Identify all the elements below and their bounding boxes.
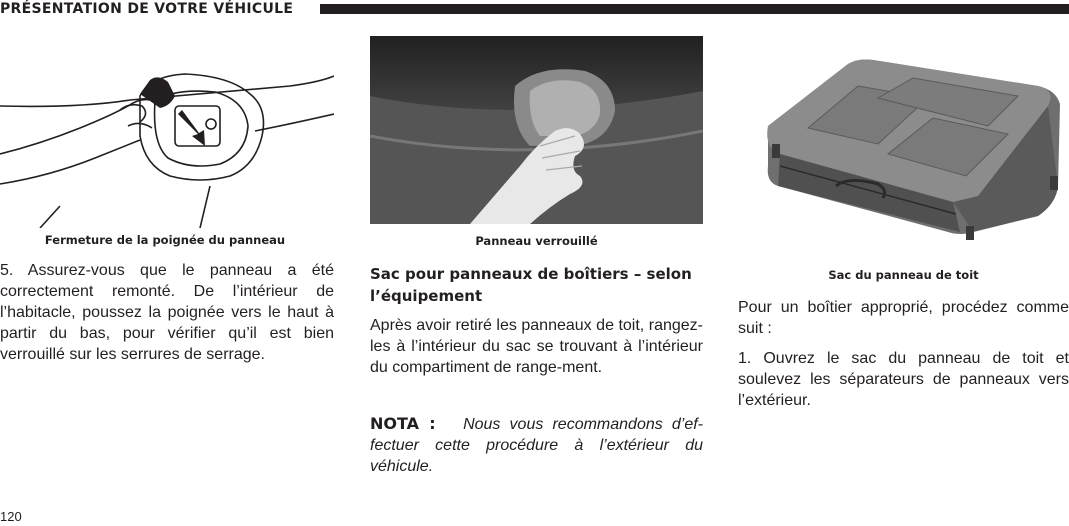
hand-pressing-panel-icon <box>370 36 703 224</box>
handle-caption: Fermeture de la poignée du panneau <box>44 233 286 247</box>
roof-bag-photo <box>738 36 1069 244</box>
header-rule <box>320 4 1069 14</box>
bag-intro-text: Pour un boîtier approprié, procédez comme suit : <box>738 299 1069 337</box>
handle-illustration <box>0 36 334 228</box>
roof-panel-bag-icon <box>738 36 1069 244</box>
locked-caption: Panneau verrouillé <box>475 234 598 248</box>
page-number: 120 <box>0 509 22 524</box>
step-1-text: 1. Ouvrez le sac du panneau de toit et soulevez les séparateurs de panneaux vers l’extérieur. <box>738 350 1069 409</box>
note-label: NOTA : <box>370 414 436 433</box>
storage-paragraph: Après avoir retiré les panneaux de toit, rangez-les à l’intérieur du sac se trouvant à l’intérieur du compartiment de range-ment. <box>370 317 703 376</box>
bag-caption: Sac du panneau de toit <box>828 268 979 282</box>
section-heading: Sac pour panneaux de boîtiers – selon l’équipement <box>370 265 692 305</box>
note-text: Nous vous recommandons d’ef-fectuer cette procédure à l’extérieur du véhicule. <box>370 416 703 475</box>
step-5-text: 5. Assurez-vous que le panneau a été correctement remonté. De l’intérieur de l’habitacle, poussez la poignée vers le haut à partir du bas, pour vérifier qu’il est bien verrouillé sur les serrures de serrage. <box>0 262 334 363</box>
page-header-title: PRÉSENTATION DE VOTRE VÉHICULE <box>0 0 301 18</box>
locked-panel-photo <box>370 36 703 224</box>
note-paragraph <box>370 413 703 477</box>
hand-closing-handle-icon <box>0 36 334 228</box>
